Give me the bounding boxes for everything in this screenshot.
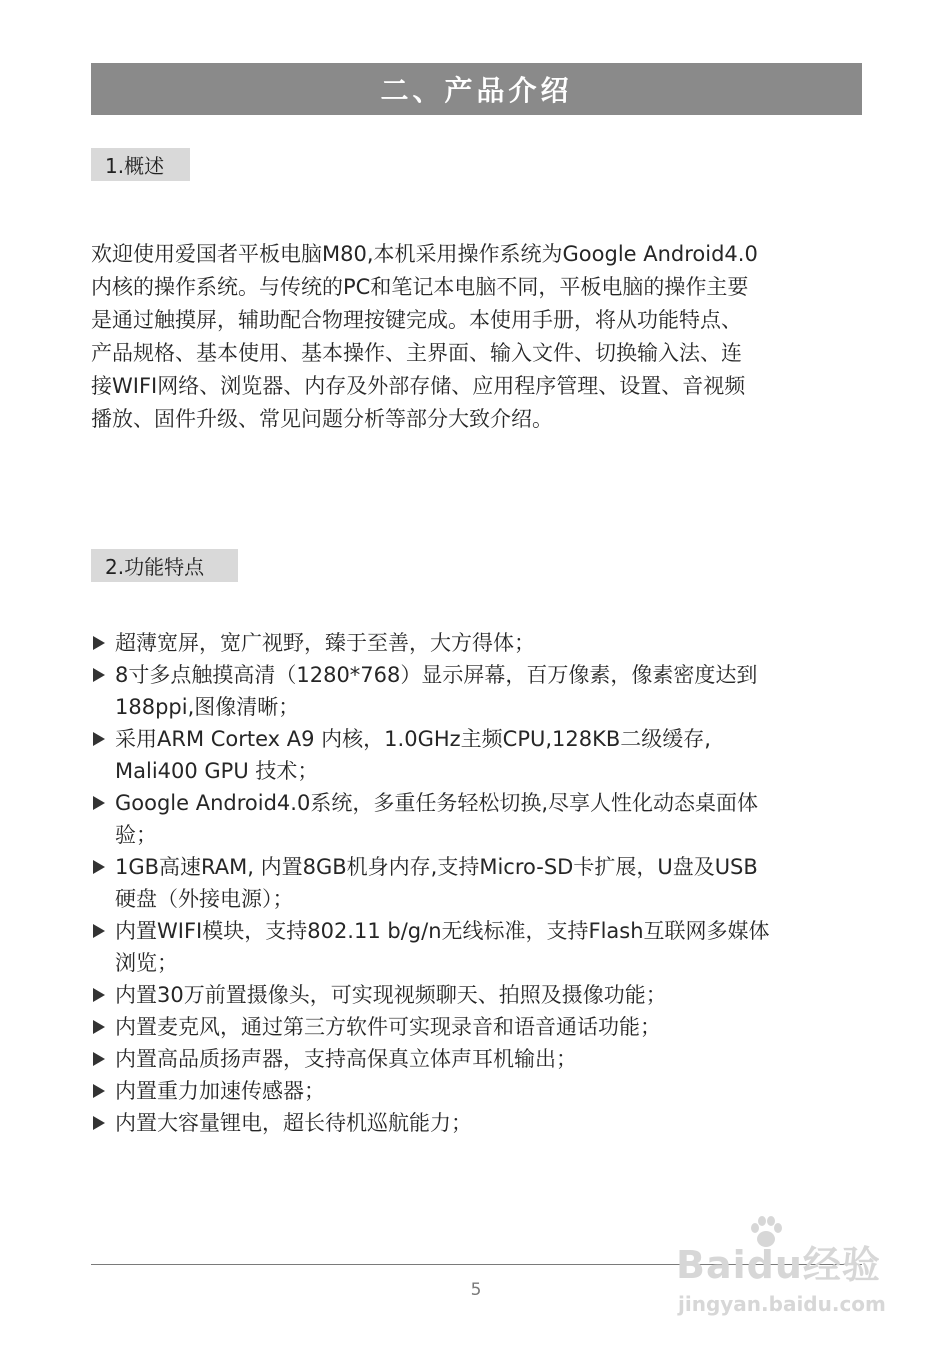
intro-line: 欢迎使用爱国者平板电脑M80,本机采用操作系统为Google Android4.0 [91,242,758,266]
feature-item [91,1107,891,1139]
arrow-bullet-icon [93,636,105,650]
page-title: 二、产品介绍 [91,63,862,115]
arrow-bullet-icon [93,860,105,874]
feature-text: 硬盘（外接电源）； [115,887,294,911]
feature-item [91,723,891,787]
feature-text: 8寸多点触摸高清（1280*768）显示屏幕，百万像素，像素密度达到 [115,663,758,687]
watermark-url: jingyan.baidu.com [678,1292,886,1316]
feature-text: 内置高品质扬声器，支持高保真立体声耳机输出； [115,1047,577,1071]
arrow-bullet-icon [93,988,105,1002]
arrow-bullet-icon [93,1020,105,1034]
feature-text: 浏览； [115,951,178,975]
feature-text: 超薄宽屏，宽广视野，臻于至善，大方得体； [115,631,535,655]
page-number: 5 [470,1280,482,1300]
arrow-bullet-icon [93,1052,105,1066]
intro-line: 是通过触摸屏，辅助配合物理按键完成。本使用手册，将从功能特点、 [91,308,742,332]
feature-text: Mali400 GPU 技术； [115,759,319,783]
intro-line: 产品规格、基本使用、基本操作、主界面、输入文件、切换输入法、连 [91,341,742,365]
feature-item [91,851,891,915]
intro-line: 播放、固件升级、常见问题分析等部分大致介绍。 [91,407,553,431]
feature-item [91,787,891,851]
intro-line: 内核的操作系统。与传统的PC和笔记本电脑不同，平板电脑的操作主要 [91,275,749,299]
feature-list [91,627,891,1139]
arrow-bullet-icon [93,732,105,746]
intro-paragraph [91,238,891,436]
feature-item [91,915,891,979]
feature-text: 验； [115,823,157,847]
feature-item [91,659,891,723]
feature-item [91,1011,891,1043]
watermark-logo-text: Baidu经验 [676,1243,881,1287]
feature-text: 内置大容量锂电，超长待机巡航能力； [115,1111,472,1135]
feature-item [91,1075,891,1107]
feature-item [91,1043,891,1075]
feature-text: Google Android4.0系统，多重任务轻松切换,尽享人性化动态桌面体 [115,791,758,815]
arrow-bullet-icon [93,796,105,810]
arrow-bullet-icon [93,924,105,938]
feature-text: 内置WIFI模块，支持802.11 b/g/n无线标准，支持Flash互联网多媒体 [115,919,770,943]
arrow-bullet-icon [93,1084,105,1098]
intro-line: 接WIFI网络、浏览器、内存及外部存储、应用程序管理、设置、音视频 [91,374,746,398]
arrow-bullet-icon [93,668,105,682]
feature-item [91,627,891,659]
feature-item [91,979,891,1011]
feature-text: 1GB高速RAM, 内置8GB机身内存,支持Micro-SD卡扩展，U盘及USB [115,855,758,879]
feature-text: 内置麦克风，通过第三方软件可实现录音和语音通话功能； [115,1015,661,1039]
arrow-bullet-icon [93,1116,105,1130]
feature-text: 内置重力加速传感器； [115,1079,325,1103]
section-heading-overview: 1.概述 [91,148,190,181]
section-heading-features: 2.功能特点 [91,549,238,582]
feature-text: 188ppi,图像清晰； [115,695,300,719]
feature-text: 内置30万前置摄像头，可实现视频聊天、拍照及摄像功能； [115,983,667,1007]
baidu-watermark [676,1212,896,1322]
feature-text: 采用ARM Cortex A9 内核，1.0GHz主频CPU,128KB二级缓存, [115,727,711,751]
